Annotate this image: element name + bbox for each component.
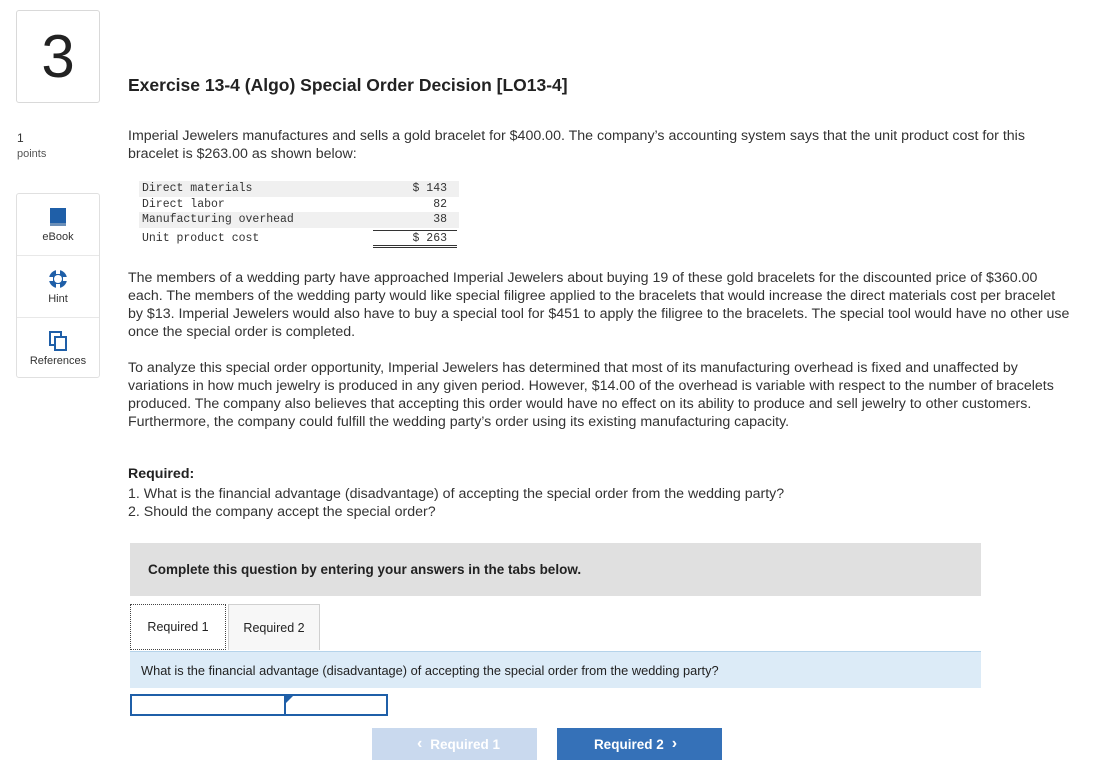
prev-label: Required 1 — [430, 736, 501, 752]
analysis-paragraph: To analyze this special order opportunity, Imperial Jewelers has determined that most of its manufacturing overhead is fixed and unaffected by variations in how much jewelry is produced in any given period. However, $14.00 of the overhead is variable with respect to the number of bracelets produced. The company also believes that accepting this order would have no effect on its ability to produce and sell jewelry to other customers. Furthermore, the company could fulfill the wedding party’s order using its existing manufacturing capacity. — [128, 360, 1054, 430]
cost-value: 82 — [433, 197, 447, 211]
lifebuoy-icon — [48, 269, 68, 289]
references-label: References — [29, 354, 87, 367]
cost-row — [139, 212, 459, 228]
hint-label: Hint — [48, 292, 68, 305]
next-required-button[interactable] — [557, 728, 722, 760]
ebook-button[interactable] — [17, 194, 99, 256]
answer-label-input[interactable] — [130, 694, 286, 716]
exercise-title: Exercise 13-4 (Algo) Special Order Decision [LO13-4] — [128, 75, 568, 95]
chevron-left-icon: ‹ — [416, 735, 423, 752]
prev-required-button[interactable] — [372, 728, 537, 760]
answer-row — [130, 694, 388, 716]
active-question: What is the financial advantage (disadvantage) of accepting the special order from the wedding party? — [130, 651, 981, 688]
answer-amount-input[interactable] — [286, 694, 388, 716]
references-button[interactable] — [17, 318, 99, 379]
required-item-1: 1. What is the financial advantage (disadvantage) of accepting the special order from the wedding party? — [128, 486, 785, 502]
cost-total-value: $ 263 — [373, 230, 457, 248]
question-number: 3 — [16, 10, 100, 103]
cost-label: Direct labor — [142, 197, 225, 211]
copy-icon — [49, 331, 67, 351]
tab-required-1[interactable]: Required 1 — [130, 604, 226, 650]
dropdown-marker-icon — [286, 696, 293, 703]
required-item-2: 2. Should the company accept the special order? — [128, 504, 436, 520]
hint-button[interactable] — [17, 256, 99, 318]
ebook-label: eBook — [42, 230, 74, 243]
cost-label: Direct materials — [142, 182, 253, 195]
cost-total-label: Unit product cost — [142, 231, 260, 245]
cost-row — [139, 197, 459, 213]
cost-value: 38 — [433, 213, 447, 226]
intro-paragraph: Imperial Jewelers manufactures and sells a gold bracelet for $400.00. The company’s accounting system says that the unit product cost for this bracelet is $263.00 as shown below: — [128, 128, 1025, 162]
points-label: points — [17, 148, 47, 160]
cost-table — [139, 181, 459, 249]
book-icon — [49, 207, 67, 227]
chevron-right-icon: › — [671, 735, 678, 752]
next-label: Required 2 — [593, 736, 664, 752]
required-heading: Required: — [128, 466, 195, 482]
cost-label: Manufacturing overhead — [142, 213, 294, 226]
tools-panel — [16, 193, 100, 378]
cost-value: $ 143 — [412, 182, 447, 195]
cost-total-row — [139, 229, 459, 249]
offer-paragraph: The members of a wedding party have approached Imperial Jewelers about buying 19 of these gold bracelets for the discounted price of $360.00 each. The members of the wedding party would like special filigree applied to the bracelets that would increase the direct materials cost per bracelet by $13. Imperial Jewelers would also have to buy a special tool for $451 to apply the filigree to the bracelets. The special tool would have no other use once the special order is completed. — [128, 270, 1070, 340]
points-value: 1 — [17, 131, 24, 145]
tab-required-2[interactable]: Required 2 — [228, 604, 320, 650]
cost-row — [139, 181, 459, 197]
instructions-banner: Complete this question by entering your answers in the tabs below. — [130, 543, 981, 596]
